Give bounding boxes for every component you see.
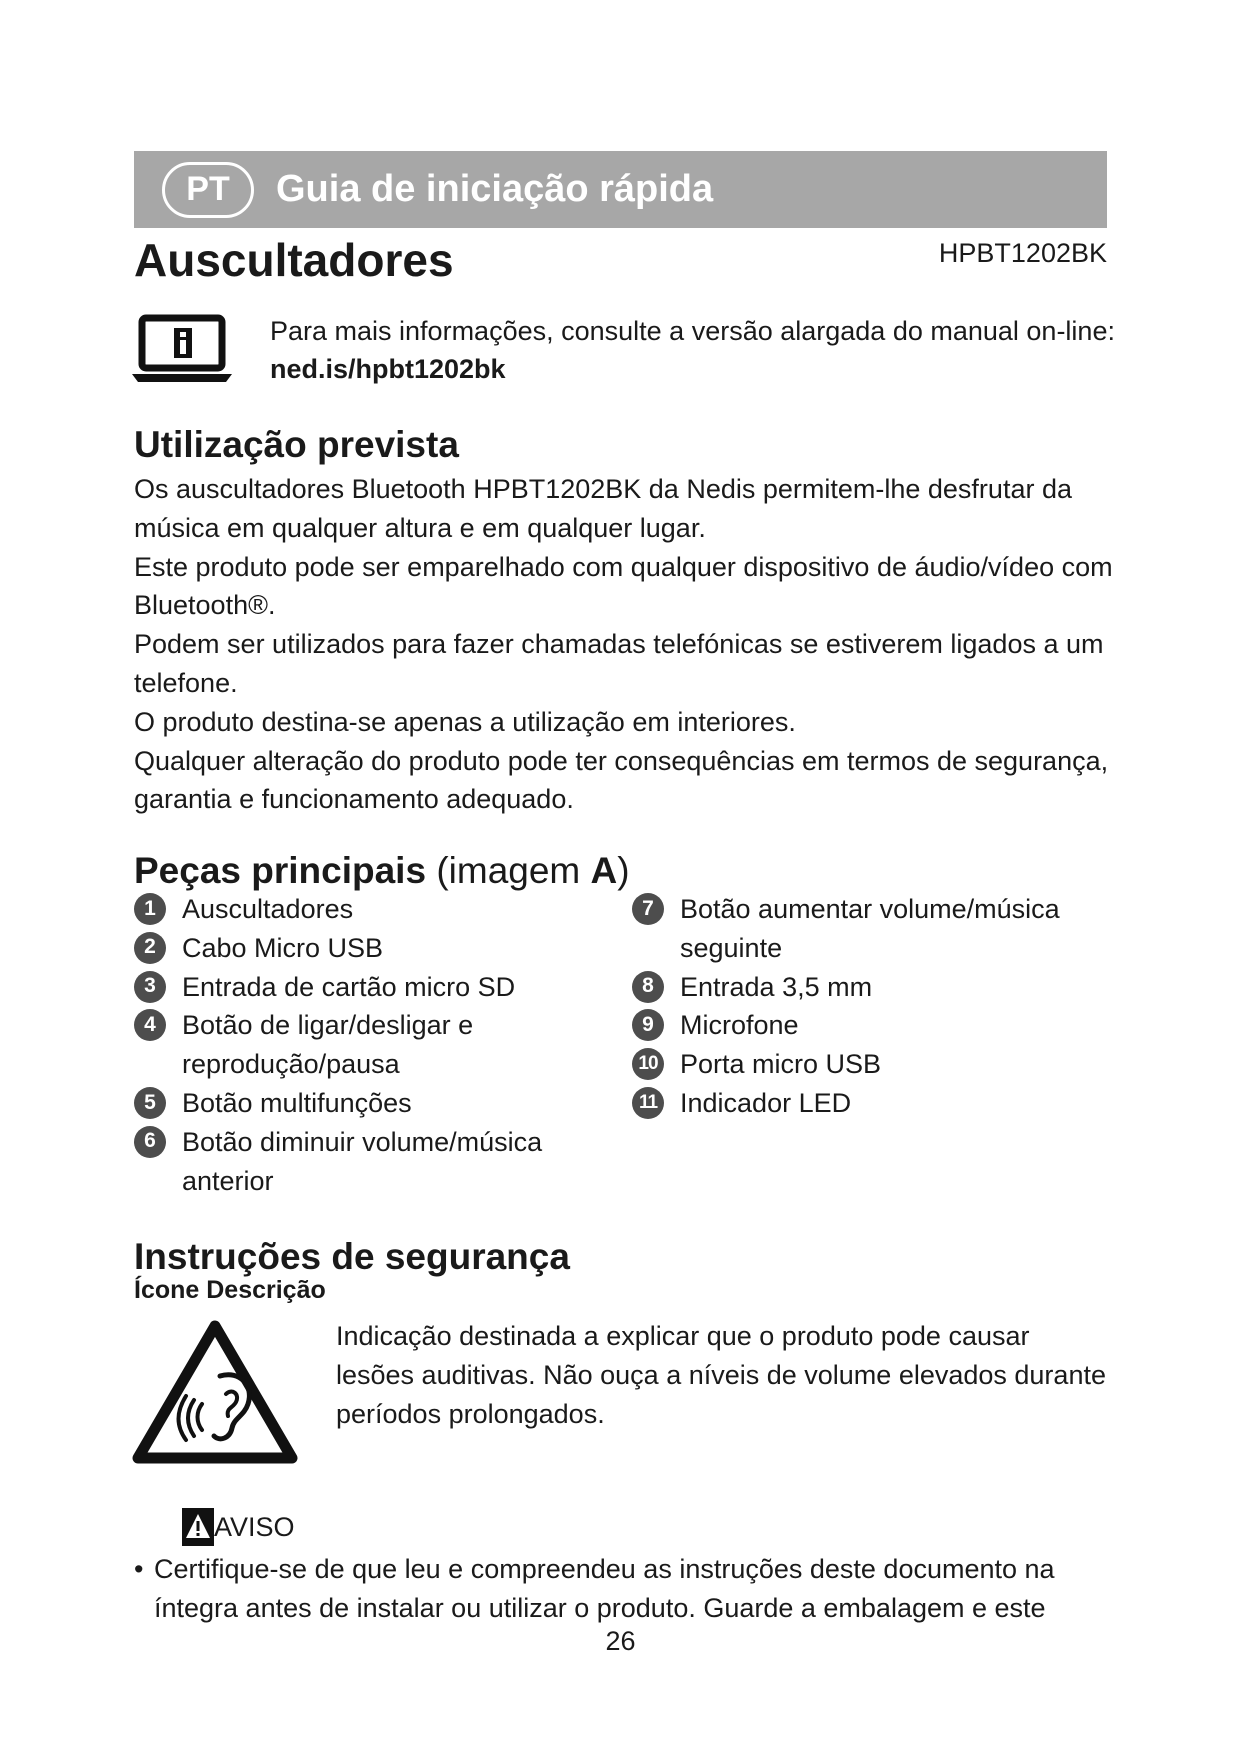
part-item — [134, 1123, 604, 1201]
language-badge: PT — [162, 162, 254, 218]
safety-bullet-text: Certifique-se de que leu e compreendeu as instruções deste documento na íntegra antes de instalar ou utilizar o produto. Guarde a embalagem e este — [154, 1554, 1055, 1623]
part-item — [632, 968, 1112, 1007]
part-item — [134, 1006, 604, 1084]
intended-use-paragraph: Podem ser utilizados para fazer chamadas telefónicas se estiverem ligados a um telefone. — [134, 629, 1104, 698]
main-parts-heading-letter: A — [590, 850, 618, 891]
part-label: Cabo Micro USB — [182, 932, 384, 963]
warning-label-text: AVISO — [214, 1511, 295, 1542]
icon-description-header: Ícone Descrição — [134, 1276, 326, 1304]
main-parts-heading-bold: Peças principais — [134, 850, 427, 891]
parts-list-left — [134, 890, 604, 1200]
part-label: Botão de ligar/desligar e reprodução/pausa — [182, 1010, 474, 1080]
main-parts-heading-ref: (imagem — [436, 850, 591, 891]
part-number-badge: 5 — [134, 1087, 166, 1119]
part-item — [632, 890, 1112, 968]
safety-bullet-item — [134, 1550, 1094, 1628]
part-number-badge: 10 — [632, 1048, 664, 1080]
part-item — [632, 1045, 1112, 1084]
safety-heading: Instruções de segurança — [134, 1236, 570, 1277]
part-item — [134, 968, 604, 1007]
parts-list-right — [632, 890, 1112, 1123]
language-banner — [134, 151, 1107, 228]
part-label: Microfone — [680, 1010, 799, 1041]
intended-use-paragraph: Este produto pode ser emparelhado com qualquer dispositivo de áudio/vídeo com Bluetooth®. — [134, 551, 1113, 621]
bullet-dot-icon: • — [134, 1554, 144, 1584]
part-label: Porta micro USB — [680, 1049, 882, 1080]
main-parts-heading — [134, 850, 630, 892]
hearing-damage-warning-icon — [132, 1318, 298, 1466]
online-manual-link[interactable]: ned.is/hpbt1202bk — [270, 354, 506, 384]
part-number-badge: 8 — [632, 971, 664, 1003]
intended-use-paragraph: O produto destina-se apenas a utilização em interiores. — [134, 706, 796, 737]
part-number-badge: 9 — [632, 1009, 664, 1041]
part-item — [134, 929, 604, 968]
part-number-badge: 11 — [632, 1087, 664, 1119]
intended-use-paragraph: Os auscultadores Bluetooth HPBT1202BK da Nedis permitem-lhe desfrutar da música em qualquer altura e em qualquer lugar. — [134, 474, 1072, 543]
part-label: Indicador LED — [680, 1087, 852, 1118]
part-label: Entrada 3,5 mm — [680, 971, 873, 1002]
part-label: Botão diminuir volume/música anterior — [182, 1126, 543, 1196]
part-label: Botão multifunções — [182, 1087, 412, 1118]
part-item — [632, 1084, 1112, 1123]
part-item — [632, 1006, 1112, 1045]
laptop-info-icon — [132, 314, 232, 384]
page-number: 26 — [605, 1626, 636, 1656]
intended-use-body — [134, 470, 1114, 819]
product-title: Auscultadores — [134, 234, 454, 286]
online-manual-note — [270, 312, 1115, 388]
intended-use-heading: Utilização prevista — [134, 424, 459, 465]
part-number-badge: 4 — [134, 1009, 166, 1041]
guide-title: Guia de iniciação rápida — [276, 168, 714, 210]
part-label: Botão aumentar volume/música seguinte — [680, 894, 1060, 963]
part-number-badge: 7 — [632, 893, 664, 925]
part-number-badge: 3 — [134, 971, 166, 1003]
hearing-warning-text: Indicação destinada a explicar que o produto pode causar lesões auditivas. Não ouça a níveis de volume elevados durante períodos prolongados. — [336, 1321, 1106, 1429]
part-item — [134, 890, 604, 929]
model-number: HPBT1202BK — [938, 238, 1107, 268]
intended-use-paragraph: Qualquer alteração do produto pode ter consequências em termos de segurança, garantia e funcionamento adequado. — [134, 745, 1109, 815]
part-number-badge: 1 — [134, 893, 166, 925]
part-label: Entrada de cartão micro SD — [182, 971, 516, 1002]
part-number-badge: 6 — [134, 1126, 166, 1158]
part-label: Auscultadores — [182, 894, 354, 924]
warning-label — [176, 1508, 295, 1546]
main-parts-heading-close: ) — [617, 850, 630, 891]
part-number-badge: 2 — [134, 932, 166, 964]
online-manual-text: Para mais informações, consulte a versão alargada do manual on-line: — [270, 316, 1115, 346]
part-item — [134, 1084, 604, 1123]
